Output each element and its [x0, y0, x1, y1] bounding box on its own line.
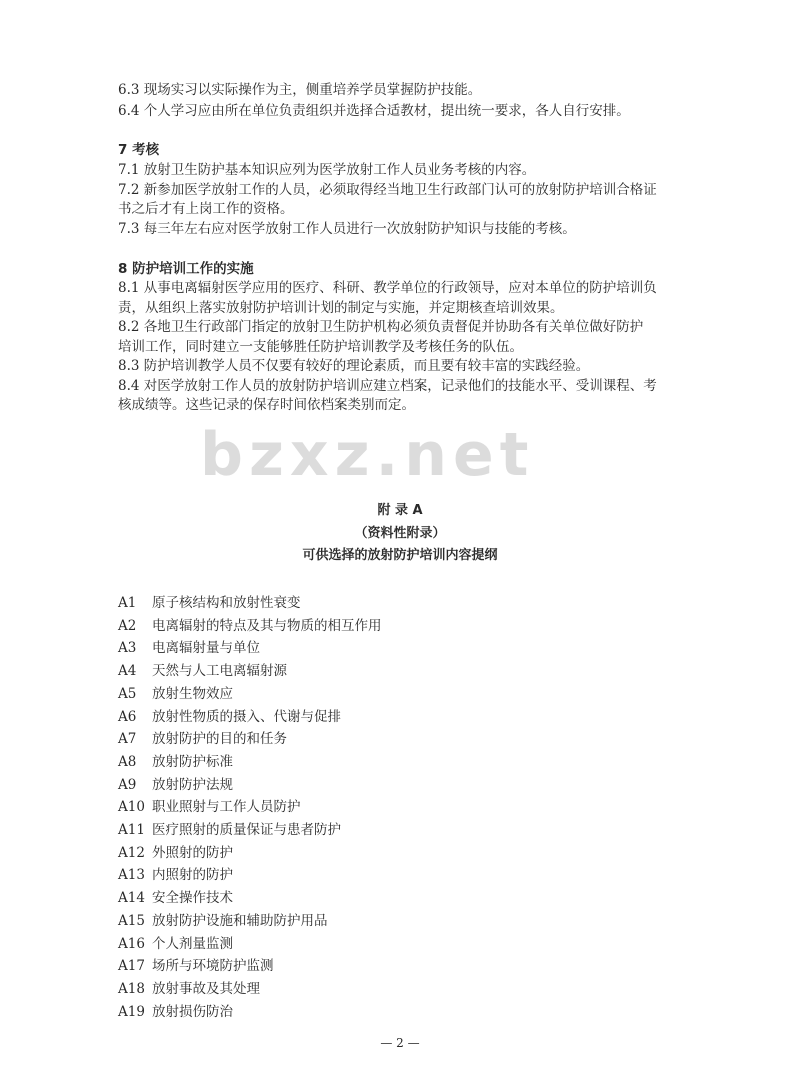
paragraph-line: 8.1 从事电离辐射医学应用的医疗、科研、教学单位的行政领导，应对本单位的防护培训负 — [118, 280, 657, 296]
item-text: 电离辐射量与单位 — [152, 640, 260, 657]
item-text: 内照射的防护 — [152, 867, 233, 884]
section-heading: 7 考核 — [118, 142, 160, 158]
appendix-item — [118, 594, 301, 612]
item-text: 电离辐射的特点及其与物质的相互作用 — [152, 617, 382, 634]
appendix-item — [118, 912, 328, 930]
appendix-title: 附 录 A — [377, 503, 423, 518]
item-code: A7 — [118, 731, 137, 748]
paragraph-line: 7.3 每三年左右应对医学放射工作人员进行一次放射防护知识与技能的考核。 — [118, 221, 576, 237]
item-text: 放射防护的目的和任务 — [152, 731, 287, 748]
appendix-item — [118, 935, 233, 953]
item-code: A16 — [118, 935, 145, 952]
appendix-item — [118, 1003, 233, 1021]
item-text: 放射防护标准 — [152, 753, 233, 770]
item-code: A9 — [118, 776, 137, 793]
item-text: 个人剂量监测 — [152, 935, 233, 952]
page-number: — 2 — — [380, 1036, 420, 1050]
item-code: A13 — [118, 867, 145, 884]
item-text: 放射事故及其处理 — [152, 980, 260, 997]
item-text: 场所与环境防护监测 — [152, 958, 274, 975]
item-text: 放射防护法规 — [152, 776, 233, 793]
item-code: A1 — [118, 595, 137, 611]
paragraph-line: 8.3 防护培训教学人员不仅要有较好的理论素质，而且要有较丰富的实践经验。 — [118, 358, 590, 374]
paragraph-line: 7.2 新参加医学放射工作的人员，必须取得经当地卫生行政部门认可的放射防护培训合格证 — [118, 182, 657, 198]
item-code: A8 — [118, 753, 137, 770]
item-text: 放射性物质的摄入、代谢与促排 — [152, 708, 341, 725]
paragraph-line: 8.4 对医学放射工作人员的放射防护培训应建立档案，记录他们的技能水平、受训课程、考 — [118, 378, 657, 394]
item-text: 安全操作技术 — [152, 890, 233, 907]
appendix-item — [118, 798, 301, 816]
item-text: 放射生物效应 — [152, 685, 233, 702]
section-heading: 8 防护培训工作的实施 — [118, 261, 254, 277]
watermark: bzxz.net — [200, 420, 535, 490]
appendix-item — [118, 821, 341, 839]
item-code: A17 — [118, 958, 145, 975]
appendix-item — [118, 776, 233, 794]
appendix-item — [118, 753, 233, 771]
item-text: 外照射的防护 — [152, 844, 233, 861]
appendix-item — [118, 617, 382, 635]
appendix-item — [118, 866, 233, 884]
item-code: A18 — [118, 980, 145, 997]
item-code: A15 — [118, 912, 145, 929]
paragraph-line: 核成绩等。这些记录的保存时间依档案类别而定。 — [118, 397, 415, 413]
appendix-item — [118, 662, 287, 680]
appendix-item — [118, 730, 287, 748]
appendix-item — [118, 889, 233, 907]
item-code: A19 — [118, 1003, 145, 1020]
paragraph-line: 6.4 个人学习应由所在单位负责组织并选择合适教材，提出统一要求，各人自行安排。 — [118, 103, 630, 119]
paragraph-line: 责，从组织上落实放射防护培训计划的制定与实施，并定期核查培训效果。 — [118, 300, 564, 316]
item-code: A5 — [118, 685, 137, 702]
item-text: 职业照射与工作人员防护 — [152, 799, 301, 816]
appendix-subtitle: （资料性附录） — [354, 526, 446, 541]
item-code: A14 — [118, 890, 145, 907]
paragraph-line: 书之后才有上岗工作的资格。 — [118, 201, 294, 217]
item-code: A3 — [118, 640, 137, 657]
appendix-item — [118, 685, 233, 703]
item-code: A12 — [118, 844, 145, 861]
item-code: A2 — [118, 617, 137, 634]
item-text: 原子核结构和放射性衰变 — [152, 595, 301, 611]
paragraph-line: 7.1 放射卫生防护基本知识应列为医学放射工作人员业务考核的内容。 — [118, 162, 536, 178]
appendix-item — [118, 844, 233, 862]
paragraph-line: 8.2 各地卫生行政部门指定的放射卫生防护机构必须负责督促并协助各有关单位做好防护 — [118, 319, 644, 335]
item-text: 天然与人工电离辐射源 — [152, 663, 287, 680]
paragraph-line: 培训工作，同时建立一支能够胜任防护培训教学及考核任务的队伍。 — [118, 339, 523, 355]
appendix-item — [118, 957, 274, 975]
item-code: A11 — [118, 822, 145, 838]
item-text: 医疗照射的质量保证与患者防护 — [152, 822, 341, 838]
item-text: 放射防护设施和辅助防护用品 — [152, 912, 328, 929]
item-code: A6 — [118, 708, 137, 725]
item-text: 放射损伤防治 — [152, 1003, 233, 1020]
appendix-item — [118, 639, 260, 657]
appendix-heading: 可供选择的放射防护培训内容提纲 — [302, 548, 498, 563]
paragraph-line: 6.3 现场实习以实际操作为主，侧重培养学员掌握防护技能。 — [118, 82, 482, 98]
appendix-item — [118, 980, 260, 998]
item-code: A4 — [118, 663, 137, 680]
item-code: A10 — [118, 799, 145, 816]
appendix-item — [118, 708, 341, 726]
